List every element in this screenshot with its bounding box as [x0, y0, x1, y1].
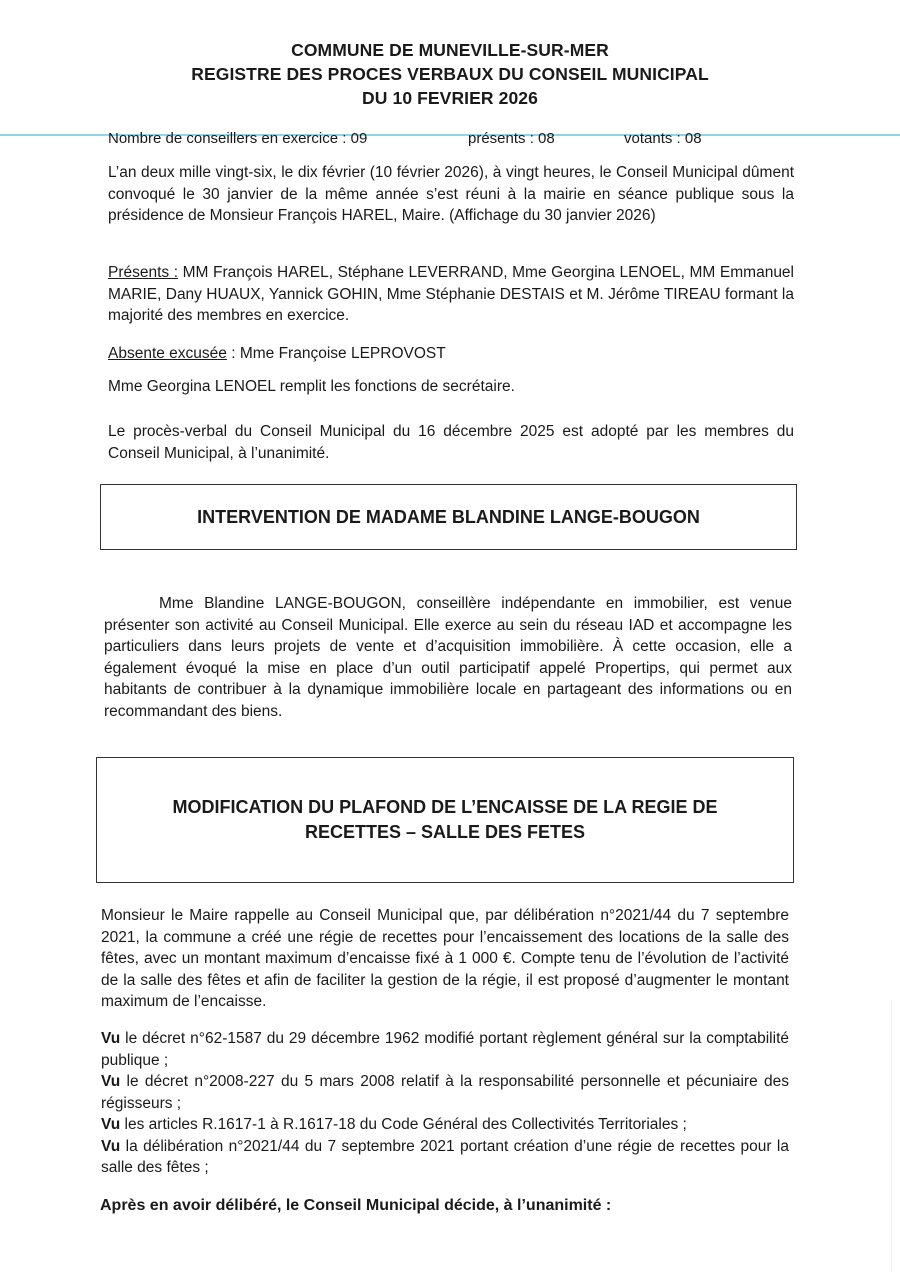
- pv-text: Le procès-verbal du Conseil Municipal du 16 décembre 2025 est adopté par les membres du Conseil Municipal, à l’unanimité.: [108, 423, 794, 462]
- secretaire-text: Mme Georgina LENOEL remplit les fonctions de secrétaire.: [108, 378, 515, 395]
- section1-title: INTERVENTION DE MADAME BLANDINE LANGE-BOUGON: [197, 506, 700, 527]
- vu-text-3: les articles R.1617-1 à R.1617-18 du Code Général des Collectivités Territoriales ;: [120, 1116, 687, 1133]
- section1-text: Mme Blandine LANGE-BOUGON, conseillère indépendante en immobilier, est venue présenter son activité au Conseil Municipal. Elle exerce au sein du réseau IAD et accompagne les particuliers dans leurs projets de vente et d’acquisition immobilière. À cette occasion, elle a également évoqué la mise en place d’un outil participatif appelé Propertips, qui permet aux habitants de contribuer à la dynamique immobilière locale en partageant des informations ou en recommandant des biens.: [104, 595, 792, 720]
- count-votants: votants : 08: [624, 130, 702, 147]
- count-presents: présents : 08: [468, 130, 555, 147]
- document-header: [0, 38, 900, 110]
- section1-title-box: [100, 484, 797, 550]
- section2-title-line1: MODIFICATION DU PLAFOND DE L’ENCAISSE DE LA REGIE DE: [172, 797, 718, 817]
- intro-pv: [108, 421, 794, 464]
- intro-opening: [108, 162, 794, 227]
- vu-item-4: [101, 1136, 789, 1179]
- vu-text-1: le décret n°62-1587 du 29 décembre 1962 modifié portant règlement général sur la comptabilité publique ;: [101, 1030, 789, 1069]
- section1-body: [104, 593, 792, 722]
- intro-absent: [108, 343, 794, 365]
- header-date: DU 10 FEVRIER 2026: [362, 88, 538, 108]
- vu-text-4: la délibération n°2021/44 du 7 septembre 2021 portant création d’une régie de recettes pour la salle des fêtes ;: [101, 1137, 789, 1176]
- vu-item-3: [101, 1114, 789, 1136]
- vu-label: Vu: [101, 1137, 121, 1155]
- absent-text: : Mme Françoise LEPROVOST: [226, 345, 446, 362]
- vu-item-2: [101, 1071, 789, 1114]
- vu-label: Vu: [101, 1073, 121, 1090]
- count-exercice: Nombre de conseillers en exercice : 09: [108, 130, 368, 147]
- section2-title-box: [96, 757, 794, 883]
- scan-edge-mark: [891, 1000, 892, 1272]
- section2-vu-list: [101, 1028, 789, 1179]
- header-commune: COMMUNE DE MUNEVILLE-SUR-MER: [291, 40, 609, 60]
- vu-label: Vu: [101, 1116, 121, 1133]
- presents-label: Présents :: [108, 264, 179, 281]
- intro-presents: [108, 262, 794, 327]
- vu-label: Vu: [101, 1030, 121, 1047]
- section2-text: Monsieur le Maire rappelle au Conseil Municipal que, par délibération n°2021/44 du 7 septembre 2021, la commune a créé une régie de recettes pour l’encaissement des locations de la salle des fêtes, avec un montant maximum d’encaisse fixé à 1 000 €. Compte tenu de l’évolution de l’activité de la salle des fêtes et afin de faciliter la gestion de la régie, il est proposé d’augmenter le montant maximum de l’encaisse.: [101, 907, 789, 1010]
- section2-body: [101, 905, 789, 1013]
- intro-secretaire: [108, 376, 794, 398]
- presents-text: MM François HAREL, Stéphane LEVERRAND, Mme Georgina LENOEL, MM Emmanuel MARIE, Dany HUAUX, Yannick GOHIN, Mme Stéphanie DESTAIS et M. Jérôme TIREAU formant la majorité des membres en exercice.: [108, 264, 794, 324]
- section2-title-line2: RECETTES – SALLE DES FETES: [304, 822, 586, 842]
- vu-item-1: [101, 1028, 789, 1071]
- decision-heading: Après en avoir délibéré, le Conseil Municipal décide, à l’unanimité :: [100, 1197, 612, 1214]
- vu-text-2: le décret n°2008-227 du 5 mars 2008 relatif à la responsabilité personnelle et pécuniaire des régisseurs ;: [101, 1073, 789, 1112]
- councillor-counts: [108, 130, 748, 150]
- opening-text: L’an deux mille vingt-six, le dix février (10 février 2026), à vingt heures, le Conseil Municipal dûment convoqué le 30 janvier de la même année s’est réuni à la mairie en séance publique sous la présidence de Monsieur François HAREL, Maire. (Affichage du 30 janvier 2026): [108, 164, 794, 224]
- absent-label: Absente excusée: [108, 345, 227, 362]
- header-registre: REGISTRE DES PROCES VERBAUX DU CONSEIL MUNICIPAL: [191, 64, 709, 84]
